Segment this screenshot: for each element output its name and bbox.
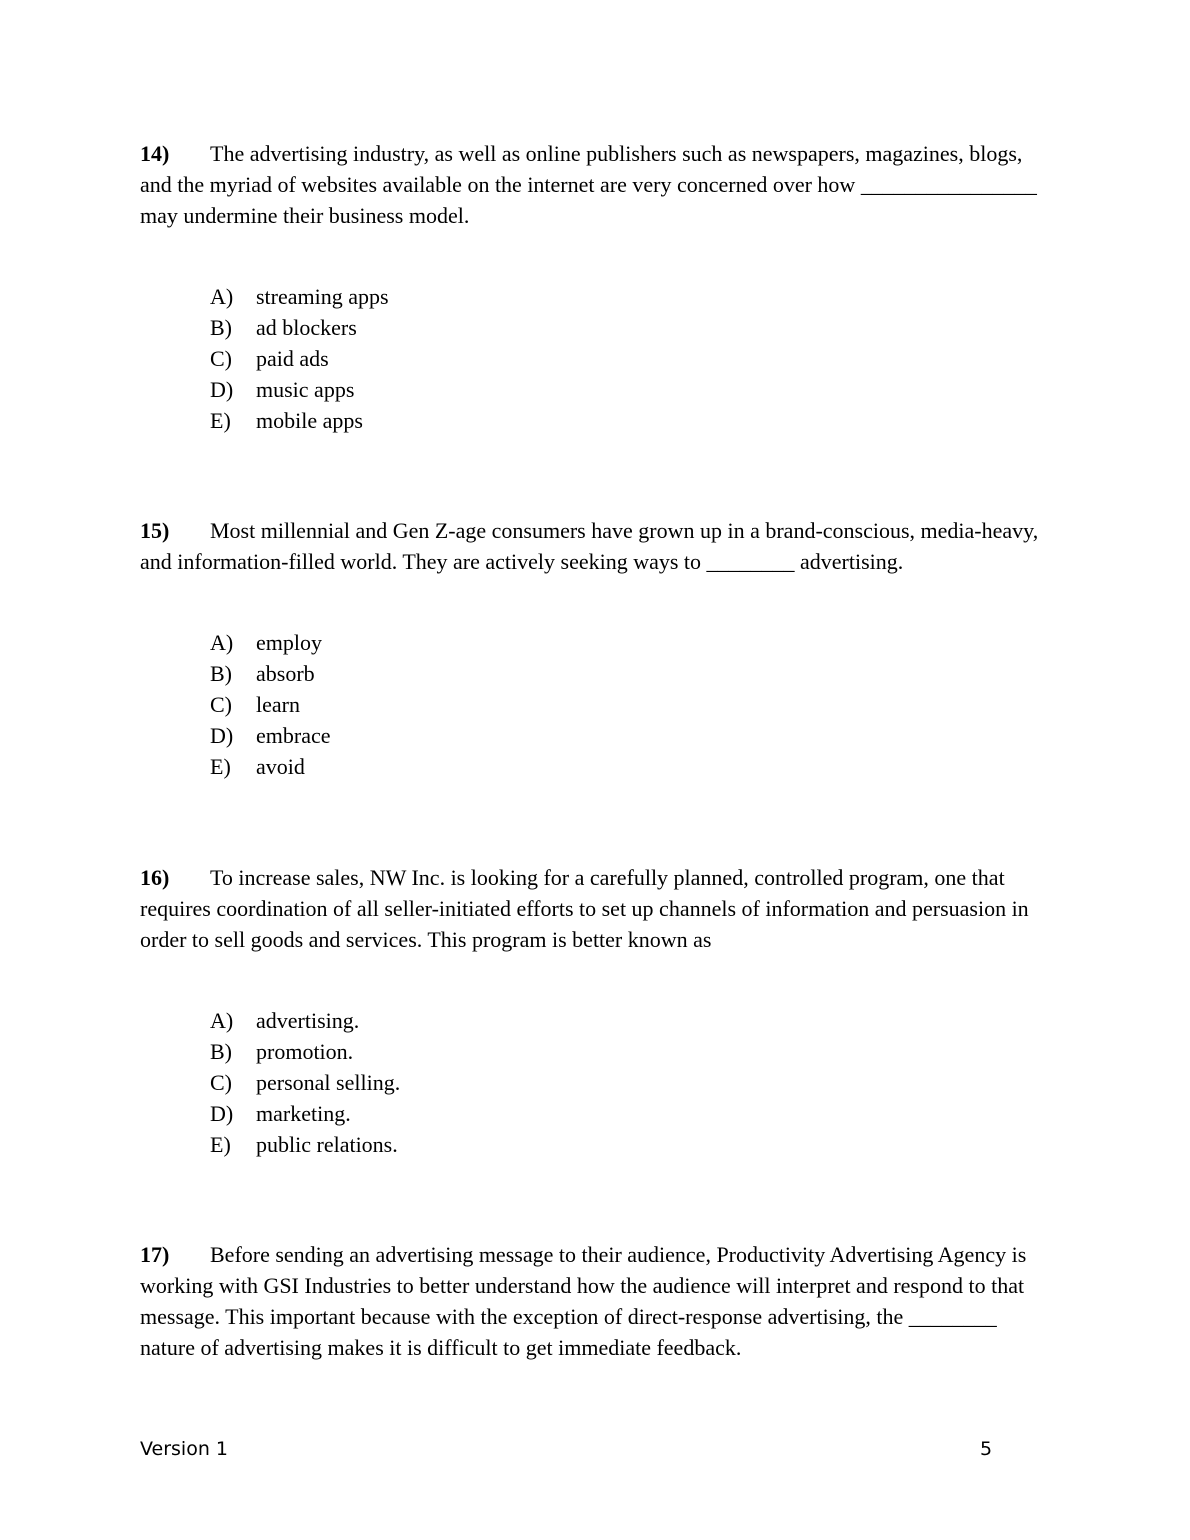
answer-option: [210, 1005, 400, 1036]
option-text: mobile apps: [256, 408, 363, 433]
answer-option: [210, 1098, 400, 1129]
question-16: [140, 862, 1040, 1157]
answer-options: [210, 1005, 400, 1160]
option-letter: A): [210, 284, 234, 309]
question-body: To increase sales, NW Inc. is looking for a carefully planned, controlled program, one that requires coordination of all seller-initiated efforts to set up channels of information and persuasion in order to sell goods and services. This program is better known as: [140, 865, 1029, 952]
option-letter: C): [210, 1070, 232, 1095]
answer-option: [210, 312, 389, 343]
question-number: 15): [140, 518, 170, 543]
option-letter: D): [210, 723, 234, 748]
option-text: absorb: [256, 661, 315, 686]
answer-option: [210, 689, 331, 720]
question-text: [140, 515, 1040, 577]
option-letter: E): [210, 408, 231, 433]
option-letter: E): [210, 754, 231, 779]
question-number: 17): [140, 1242, 170, 1267]
answer-option: [210, 1129, 400, 1160]
option-letter: C): [210, 346, 232, 371]
answer-option: [210, 1067, 400, 1098]
question-number: 16): [140, 865, 170, 890]
option-text: personal selling.: [256, 1070, 401, 1095]
question-body: The advertising industry, as well as online publishers such as newspapers, magazines, blogs, and the myriad of websites available on the internet are very concerned over how ________________ may undermine their business model.: [140, 141, 1037, 228]
option-text: avoid: [256, 754, 305, 779]
footer-page-number: 5: [980, 1438, 993, 1460]
option-text: embrace: [256, 723, 331, 748]
question-number: 14): [140, 141, 170, 166]
option-text: promotion.: [256, 1039, 354, 1064]
option-text: advertising.: [256, 1008, 360, 1033]
option-letter: D): [210, 377, 234, 402]
option-text: employ: [256, 630, 322, 655]
option-text: streaming apps: [256, 284, 389, 309]
question-text: [140, 862, 1040, 955]
option-letter: B): [210, 315, 232, 340]
question-14: [140, 138, 1040, 433]
option-letter: B): [210, 1039, 232, 1064]
answer-option: [210, 374, 389, 405]
option-text: ad blockers: [256, 315, 357, 340]
option-letter: B): [210, 661, 232, 686]
option-text: music apps: [256, 377, 355, 402]
question-text: [140, 138, 1040, 231]
option-letter: E): [210, 1132, 231, 1157]
question-17: [140, 1239, 1040, 1363]
answer-options: [210, 627, 331, 782]
option-letter: A): [210, 1008, 234, 1033]
answer-option: [210, 281, 389, 312]
option-letter: A): [210, 630, 234, 655]
answer-option: [210, 343, 389, 374]
question-text: [140, 1239, 1040, 1363]
option-text: paid ads: [256, 346, 329, 371]
answer-option: [210, 1036, 400, 1067]
footer-version: Version 1: [140, 1438, 228, 1460]
option-letter: C): [210, 692, 232, 717]
question-body: Most millennial and Gen Z-age consumers have grown up in a brand-conscious, media-heavy, and information-filled world. They are actively seeking ways to ________ advertising.: [140, 518, 1039, 574]
option-text: learn: [256, 692, 300, 717]
answer-option: [210, 720, 331, 751]
answer-option: [210, 405, 389, 436]
answer-option: [210, 627, 331, 658]
answer-option: [210, 751, 331, 782]
question-15: [140, 515, 1040, 779]
option-text: marketing.: [256, 1101, 351, 1126]
answer-option: [210, 658, 331, 689]
answer-options: [210, 281, 389, 436]
option-letter: D): [210, 1101, 234, 1126]
question-body: Before sending an advertising message to their audience, Productivity Advertising Agency is working with GSI Industries to better understand how the audience will interpret and respond to that message. This important because with the exception of direct-response advertising, the ________ nature of advertising makes it is difficult to get immediate feedback.: [140, 1242, 1027, 1360]
option-text: public relations.: [256, 1132, 398, 1157]
